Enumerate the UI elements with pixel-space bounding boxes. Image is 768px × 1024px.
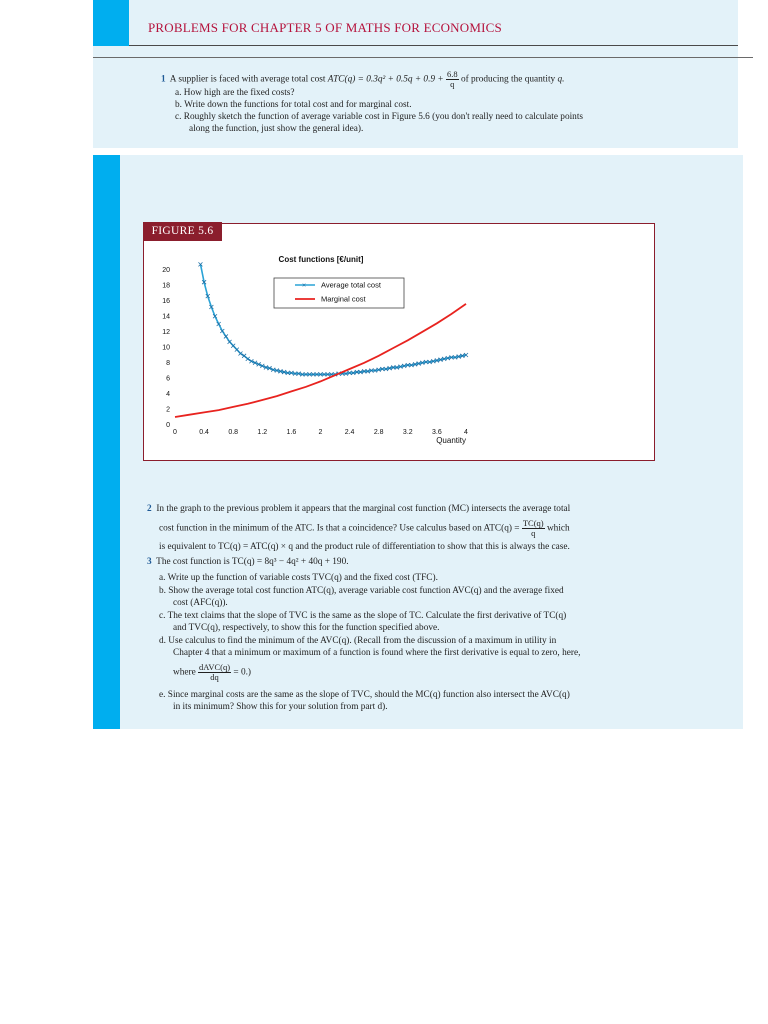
y-tick-label: 4 [166,391,170,398]
problem-1-item-a: a. How high are the fixed costs? [175,88,295,98]
chart-title: Cost functions [€/unit] [278,255,364,264]
problem-3-item-d-line-3 [173,663,251,682]
y-tick-label: 14 [162,313,170,321]
y-tick-label: 10 [162,344,170,352]
problem-3-item-b-line-2: cost (AFC(q)). [173,598,228,608]
x-tick-label: 1.2 [257,429,268,436]
y-tick-label: 12 [162,329,170,336]
marginal-cost-line [175,304,466,417]
legend-label-atc: Average total cost [321,280,381,290]
atc-data-point [235,348,239,352]
y-tick-label: 2 [166,406,170,414]
content-accent-bar [93,155,120,729]
figure-label: FIGURE 5.6 [143,222,222,241]
problem-3-item-d-line-2: Chapter 4 that a minimum or maximum of a function is found where the first derivative is equal to zero, here, [173,648,581,658]
x-tick-label: 2.4 [344,429,355,436]
x-tick-label: 0 [173,429,177,436]
x-axis-label: Quantity [436,436,466,445]
problem-3-item-e-line-1: e. Since marginal costs are the same as the slope of TVC, should the MC(q) function also intersect the AVC(q) [159,690,570,700]
problem-2-number: 2 [147,504,152,514]
problem-3-number: 3 [147,557,152,567]
x-tick-label: 0.4 [199,429,209,436]
problem-3-item-a: a. Write up the function of variable costs TVC(q) and the fixed cost (TFC). [159,573,438,583]
problem-3-item-b-line-1: b. Show the average total cost function ATC(q), average variable cost function AVC(q) and the average fixed [159,586,564,596]
problem-2-line-2 [159,519,570,538]
y-tick-label: 18 [162,282,170,290]
problem-3-intro-text: The cost function is TC(q) = 8q³ − 4q² + 40q + 190. [156,557,349,567]
x-tick-label: 2.8 [373,429,384,436]
y-tick-label: 0 [166,422,170,429]
x-axis [173,429,468,436]
problem-2-text-2a: cost function in the minimum of the ATC. Is that a coincidence? Use calculus based on ATC(q) = [159,523,520,534]
fraction-denominator: q [450,79,455,89]
legend-marker-atc: × [302,282,307,290]
fraction-numerator: TC(q) [522,518,544,528]
atc-data-point [231,344,235,348]
problem-2-text-2b: which [546,523,570,534]
problem-1-formula: ATC(q) = 0.3q² + 0.5q + 0.9 + [327,74,444,85]
section-rule [93,57,753,58]
problem-1-variable: q. [557,74,565,85]
x-tick-label: 3.2 [402,429,413,436]
problem-1-item-b: b. Write down the functions for total cost and for marginal cost. [175,100,412,110]
problem-1-fraction [446,70,459,89]
legend-label-mc: Marginal cost [321,294,366,304]
cost-functions-chart [145,242,653,459]
problem-3-item-e-line-2: in its minimum? Show this for your solution from part d). [173,702,388,712]
header-rule [129,45,738,46]
problem-2-fraction [522,519,545,538]
problem-3-where: where [173,667,196,678]
x-tick-label: 3.6 [432,429,442,436]
problem-2-text-1: In the graph to the previous problem it appears that the marginal cost function (MC) intersects the average total [156,504,571,514]
y-axis [162,267,170,429]
problem-1-item-c-line-1: c. Roughly sketch the function of average variable cost in Figure 5.6 (you don't really need to calculate points [175,112,584,122]
problem-2-line-1 [147,503,570,515]
problem-1-item-c-line-2: along the function, just show the general idea). [189,124,364,134]
y-tick-label: 8 [166,360,170,367]
problem-3-equals-zero: = 0.) [233,667,252,678]
problem-1-text-a: A supplier is faced with average total cost [169,74,328,85]
fraction-numerator: 6.8 [446,69,458,79]
header-accent-bar [93,0,129,46]
y-tick-label: 6 [166,375,170,383]
y-tick-label: 16 [162,298,170,305]
chart-legend [274,278,404,308]
problem-3-derivative-fraction [198,663,231,682]
problem-2-line-3: is equivalent to TC(q) = ATC(q) × q and the product rule of differentiation to show that this is always the case. [159,542,570,552]
fraction-denominator: dq [210,672,219,682]
y-tick-label: 20 [162,267,170,274]
problem-3-intro [147,556,349,568]
x-tick-label: 2 [318,429,323,436]
x-tick-label: 4 [464,429,468,436]
problem-1-number: 1 [161,74,166,85]
x-tick-label: 1.6 [286,429,297,436]
x-tick-label: 0.8 [228,429,239,436]
problem-1-text-b: of producing the quantity [460,74,556,85]
fraction-denominator: q [531,528,536,538]
problem-3-item-d-line-1: d. Use calculus to find the minimum of the AVC(q). (Recall from the discussion of a maximum in utility in [159,636,557,646]
page-title: PROBLEMS FOR CHAPTER 5 OF MATHS FOR ECONOMICS [148,20,502,35]
problem-3-item-c-line-2: and TVC(q), respectively, to show this for the function specified above. [173,623,440,633]
problem-3-item-c-line-1: c. The text claims that the slope of TVC is the same as the slope of TC. Calculate the first derivative of TC(q) [159,611,567,621]
fraction-numerator: dAVC(q) [199,662,231,672]
